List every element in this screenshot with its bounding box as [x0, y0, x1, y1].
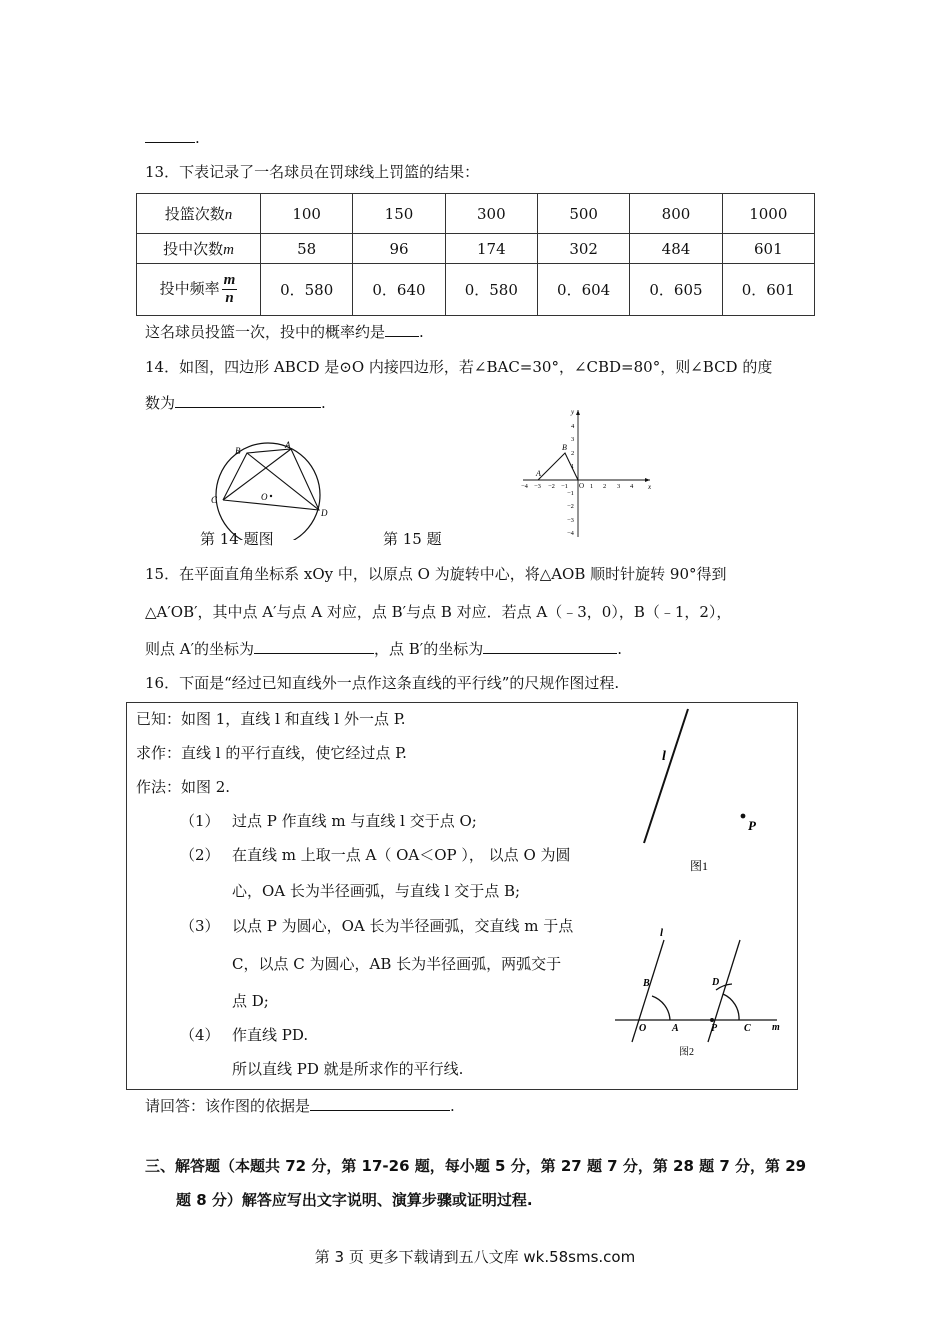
- point-O-label: O: [639, 1023, 647, 1034]
- line-m-label: m: [772, 1022, 780, 1033]
- q13-after: 这名球员投篮一次，投中的概率约是 .: [145, 323, 424, 341]
- table-cell: 0．640: [353, 264, 445, 316]
- step-number: （3）: [180, 917, 220, 935]
- table-cell: 1000: [722, 194, 814, 234]
- step-4: 作直线 PD.: [232, 1026, 309, 1044]
- step-number: （2）: [180, 846, 220, 864]
- q14-stem-2: 数为 .: [145, 394, 326, 412]
- q15-caption: 第 15 题: [383, 530, 442, 548]
- table-cell: 300: [445, 194, 537, 234]
- table-cell: 0．580: [261, 264, 353, 316]
- table-cell: 58: [261, 234, 353, 264]
- y-tick: −4: [567, 530, 574, 537]
- x-tick: −2: [548, 483, 555, 490]
- y-tick: −2: [567, 503, 574, 510]
- x-tick: 2: [603, 483, 607, 490]
- point-B-label: B: [643, 978, 650, 989]
- q16-find: 求作：直线 l 的平行直线，使它经过点 P.: [136, 744, 407, 762]
- table-row: [137, 194, 815, 234]
- table-cell: 500: [537, 194, 629, 234]
- point-D-label: D: [712, 977, 720, 988]
- label-C: C: [211, 495, 218, 505]
- y-tick: 3: [571, 436, 575, 443]
- q13-table: [136, 193, 815, 316]
- table-row: [137, 234, 815, 264]
- step-2a: 在直线 m 上取一点 A（ OA＜OP ）， 以点 O 为圆: [232, 846, 571, 864]
- row-label: 投中频率 $\frac{m}{n}$: [137, 264, 261, 316]
- y-tick: 2: [571, 450, 575, 457]
- fig2-caption: 图2: [679, 1047, 694, 1058]
- x-tick: 3: [617, 483, 621, 490]
- axis-y-label: y: [571, 408, 575, 416]
- table-cell: 150: [353, 194, 445, 234]
- figure-2: [612, 928, 792, 1063]
- table-cell: 174: [445, 234, 537, 264]
- table-cell: 96: [353, 234, 445, 264]
- section-3-heading: 三、解答题（本题共 72 分，第 17-26 题，每小题 5 分，第 27 题 7 分，第 28 题 7 分，第 29: [145, 1157, 807, 1175]
- x-tick: −3: [534, 483, 541, 490]
- step-2b: 心，OA 长为半径画弧，与直线 l 交于点 B;: [232, 882, 521, 900]
- table-cell: 601: [722, 234, 814, 264]
- table-cell: 800: [630, 194, 722, 234]
- table-cell: 0．605: [630, 264, 722, 316]
- q15-line-2: △A′OB′，其中点 A′与点 A 对应，点 B′与点 B 对应．若点 A（﹣3，0），B（﹣1，2），: [145, 603, 732, 621]
- line-l-label: l: [660, 928, 664, 939]
- y-tick: 4: [571, 423, 575, 430]
- point-A-label: A: [536, 469, 541, 478]
- table-cell: 0．580: [445, 264, 537, 316]
- y-tick: 1: [571, 463, 575, 470]
- q16-stem: 16．下面是“经过已知直线外一点作这条直线的平行线”的尺规作图过程.: [145, 674, 620, 692]
- q15-coordinate-figure: [515, 405, 655, 540]
- step-1: 过点 P 作直线 m 与直线 l 交于点 O;: [232, 812, 477, 830]
- m-over-n-fraction: $\frac{m}{n}$: [223, 272, 236, 306]
- step-3a: 以点 P 为圆心，OA 长为半径画弧，交直线 m 于点: [232, 917, 574, 935]
- axis-x-label: x: [648, 483, 652, 491]
- table-cell: 0．601: [722, 264, 814, 316]
- row-label: 投篮次数n: [137, 194, 261, 234]
- step-3b: C，以点 C 为圆心，AB 长为半径画弧，两弧交于: [232, 955, 562, 973]
- table-cell: 100: [261, 194, 353, 234]
- point-B-label: B: [562, 443, 567, 452]
- point-A-label: A: [672, 1023, 679, 1034]
- x-tick: −1: [561, 483, 568, 490]
- figure-1: [630, 705, 780, 875]
- table-cell: 484: [630, 234, 722, 264]
- q14-caption: 第 14 题图: [200, 530, 274, 548]
- q14-stem: 14．如图，四边形 ABCD 是⊙O 内接四边形，若∠BAC=30°，∠CBD=80°，则∠BCD 的度: [145, 358, 773, 376]
- point-P-label: P: [748, 818, 756, 833]
- row-label: 投中次数m: [137, 234, 261, 264]
- label-B: B: [235, 446, 241, 456]
- x-tick: −4: [521, 483, 528, 490]
- section-3-heading-2: 题 8 分）解答应写出文字说明、演算步骤或证明过程.: [176, 1191, 533, 1209]
- table-row: [137, 264, 815, 316]
- label-A: A: [285, 440, 291, 450]
- q16-known: 已知：如图 1，直线 l 和直线 l 外一点 P.: [136, 710, 406, 728]
- q16-answer: 请回答：该作图的依据是 .: [145, 1097, 455, 1115]
- label-O: O: [261, 492, 268, 502]
- step-number: （4）: [180, 1026, 220, 1044]
- q13-stem: 13．下表记录了一名球员在罚球线上罚篮的结果：: [145, 163, 480, 181]
- step-number: （1）: [180, 812, 220, 830]
- q15-line-1: 15．在平面直角坐标系 xOy 中，以原点 O 为旋转中心，将△AOB 顺时针旋转 90°得到: [145, 565, 727, 583]
- step-3c: 点 D;: [232, 992, 269, 1010]
- point-C-label: C: [744, 1023, 751, 1034]
- table-cell: 302: [537, 234, 629, 264]
- origin-label: O: [579, 482, 585, 490]
- q14-circle-figure: [205, 430, 335, 540]
- y-tick: −1: [567, 490, 574, 497]
- conclusion: 所以直线 PD 就是所求作的平行线.: [232, 1060, 464, 1078]
- fig1-caption: 图1: [690, 859, 709, 873]
- page-footer: 第 3 页 更多下载请到五八文库 wk.58sms.com: [314, 1248, 636, 1266]
- x-tick: 4: [630, 483, 634, 490]
- q15-line-3: 则点 A′的坐标为 ，点 B′的坐标为 .: [145, 640, 622, 658]
- y-tick: −3: [567, 517, 574, 524]
- line-l-label: l: [662, 749, 666, 764]
- q16-method: 作法：如图 2.: [136, 778, 231, 796]
- x-tick: 1: [590, 483, 594, 490]
- label-D: D: [321, 508, 328, 518]
- table-cell: 0．604: [537, 264, 629, 316]
- prev-question-blank: .: [145, 128, 200, 147]
- point-P-label: P: [711, 1023, 718, 1034]
